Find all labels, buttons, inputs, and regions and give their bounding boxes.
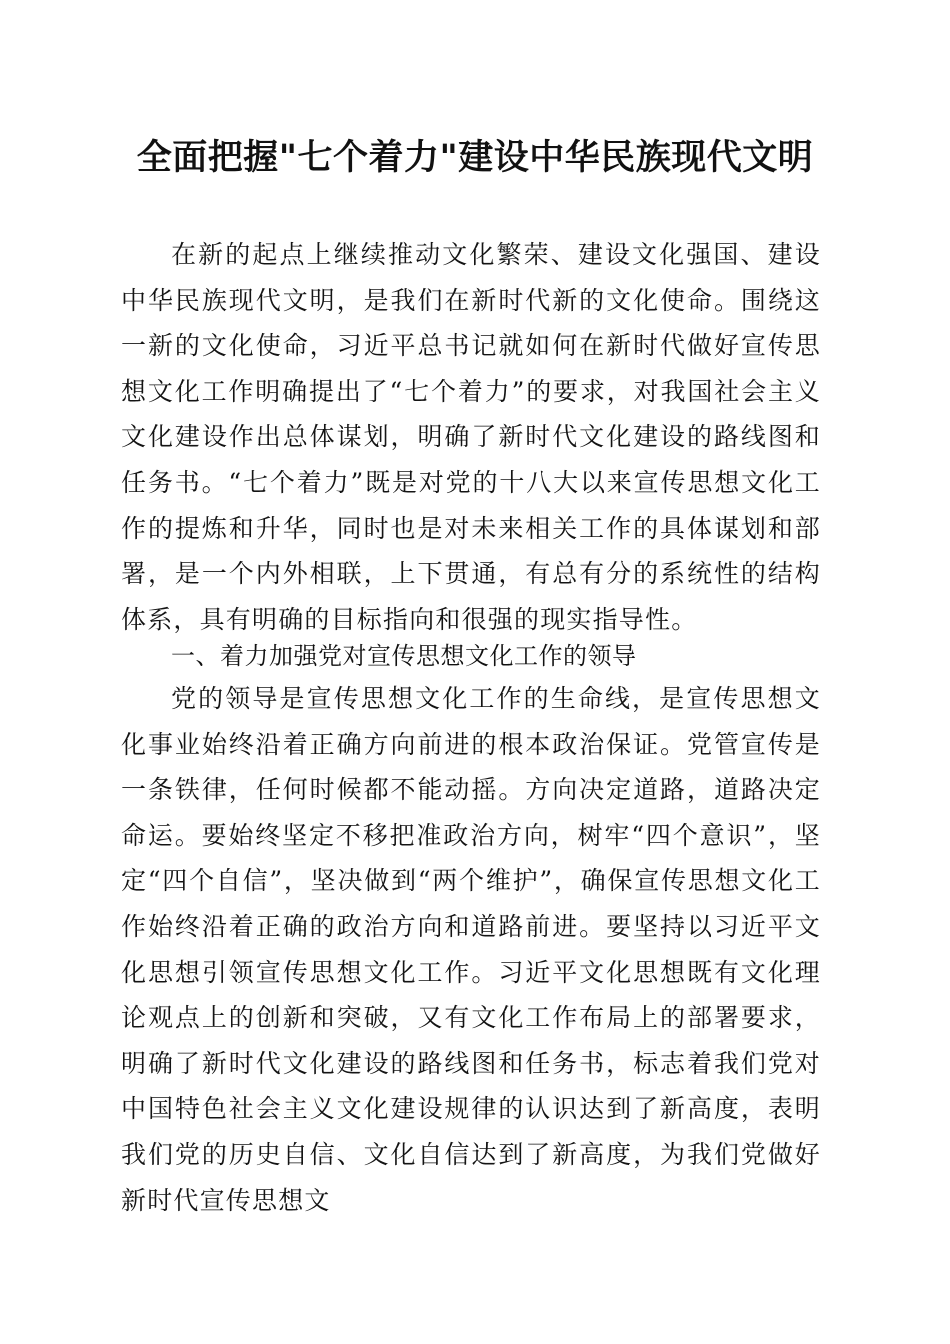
intro-paragraph: 在新的起点上继续推动文化繁荣、建设文化强国、建设中华民族现代文明，是我们在新时代新的文化使命。围绕这一新的文化使命，习近平总书记就如何在新时代做好宣传思想文化工作明确提出了“七个着力”的要求，对我国社会主义文化建设作出总体谋划，明确了新时代文化建设的路线图和任务书。“七个着力”既是对党的十八大以来宣传思想文化工作的提炼和升华，同时也是对未来相关工作的具体谋划和部署，是一个内外相联，上下贯通，有总有分的系统性的结构体系，具有明确的目标指向和很强的现实指导性。 [121,240,821,634]
document-title: 全面把握"七个着力"建设中华民族现代文明 [136,138,814,178]
section-paragraph: 党的领导是宣传思想文化工作的生命线，是宣传思想文化事业始终沿着正确方向前进的根本政治保证。党管宣传是一条铁律，任何时候都不能动摇。方向决定道路，道路决定命运。要始终坚定不移把准政治方向，树牢“四个意识”，坚定“四个自信”，坚决做到“两个维护”，确保宣传思想文化工作始终沿着正确的政治方向和道路前进。要坚持以习近平文化思想引领宣传思想文化工作。习近平文化思想既有文化理论观点上的创新和突破，又有文化工作布局上的部署要求，明确了新时代文化建设的路线图和任务书，标志着我们党对中国特色社会主义文化建设规律的认识达到了新高度，表明我们党的历史自信、文化自信达到了新高度，为我们党做好新时代宣传思想文 [121,684,821,1215]
section-heading: 一、着力加强党对宣传思想文化工作的领导 [171,642,637,670]
